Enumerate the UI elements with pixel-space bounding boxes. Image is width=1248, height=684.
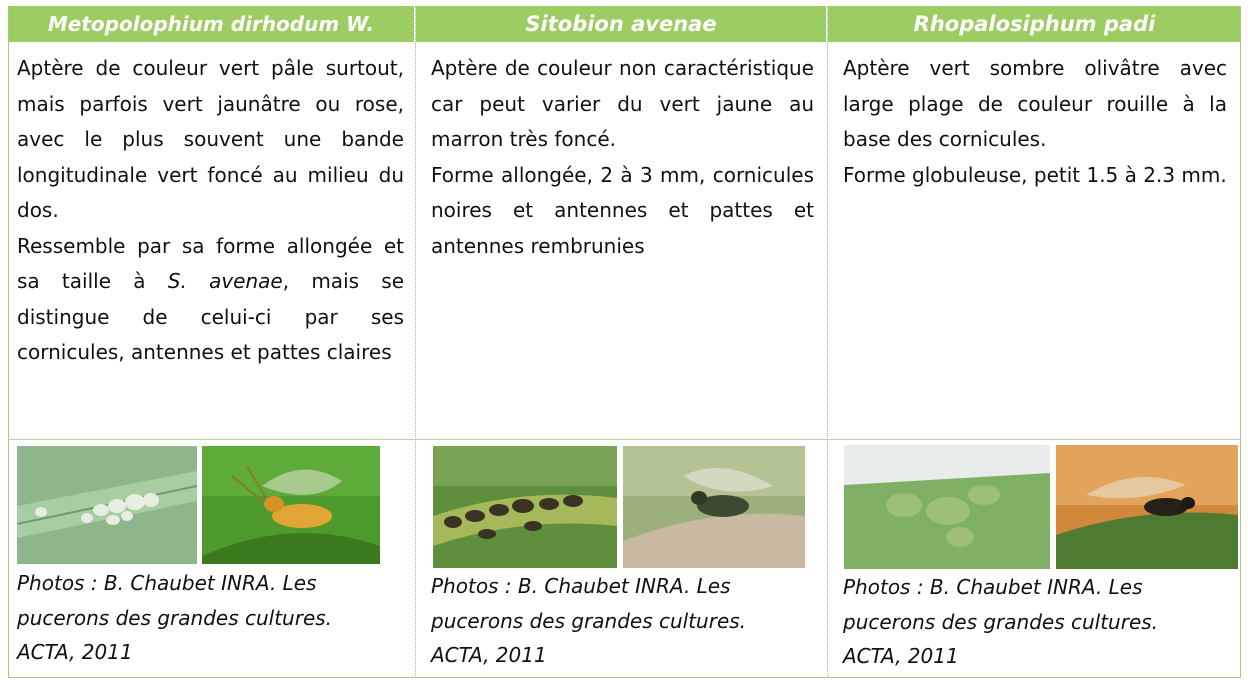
row-divider (8, 439, 1241, 440)
aphid-photo-green-leaf (17, 446, 197, 564)
aphid-comparison-table (8, 6, 1241, 678)
aphid-photo-green-cluster (844, 445, 1050, 569)
photo-credit-metopolophium: Photos : B. Chaubet INRA. Les pucerons des grandes cultures. ACTA, 2011 (17, 571, 333, 664)
header-sitobion: Sitobion avenae (416, 6, 826, 42)
species-abbrev: S. avenae (167, 269, 283, 293)
aphid-photo-winged-yellow (202, 446, 380, 564)
photos-sitobion (433, 446, 805, 566)
table-border-left (8, 6, 9, 678)
description-sitobion (431, 51, 814, 264)
description-metopolophium (17, 51, 404, 371)
table-border-bottom (8, 677, 1241, 678)
table-border-right (1240, 6, 1241, 678)
aphid-photo-wheat-ear (433, 446, 617, 568)
description-paragraph: Aptère vert sombre olivâtre avec large plage de couleur rouille à la base des cornicules. (843, 56, 1227, 151)
column-divider (827, 6, 828, 678)
description-paragraph: Forme globuleuse, petit 1.5 à 2.3 mm. (843, 162, 1227, 187)
aphid-photo-winged-dark (623, 446, 805, 568)
aphid-photo-winged-black (1056, 445, 1238, 569)
description-rhopalosiphum (843, 51, 1227, 193)
header-rhopalosiphum: Rhopalosiphum padi (828, 6, 1241, 42)
description-paragraph: Ressemble par sa forme allongée et sa taille à S. avenae, mais se distingue de celui-ci par ses cornicules, antennes et pattes claires (17, 233, 405, 364)
photo-credit-sitobion: Photos : B. Chaubet INRA. Les pucerons des grandes cultures. ACTA, 2011 (431, 574, 747, 667)
photos-rhopalosiphum (844, 446, 1238, 566)
photo-credit-rhopalosiphum: Photos : B. Chaubet INRA. Les pucerons des grandes cultures. ACTA, 2011 (843, 575, 1159, 668)
description-paragraph: Aptère de couleur non caractéristique car peut varier du vert jaune au marron très foncé. (431, 56, 814, 151)
header-metopolophium: Metopolophium dirhodum W. (8, 6, 414, 42)
column-divider (415, 6, 416, 678)
description-paragraph: Aptère de couleur vert pâle surtout, mais parfois vert jaunâtre ou rose, avec le plus souvent une bande longitudinale vert foncé au milieu du dos. (17, 56, 404, 222)
description-paragraph: Forme allongée, 2 à 3 mm, cornicules noires et antennes et pattes et antennes rembrunies (431, 162, 814, 258)
photos-metopolophium (17, 446, 381, 566)
